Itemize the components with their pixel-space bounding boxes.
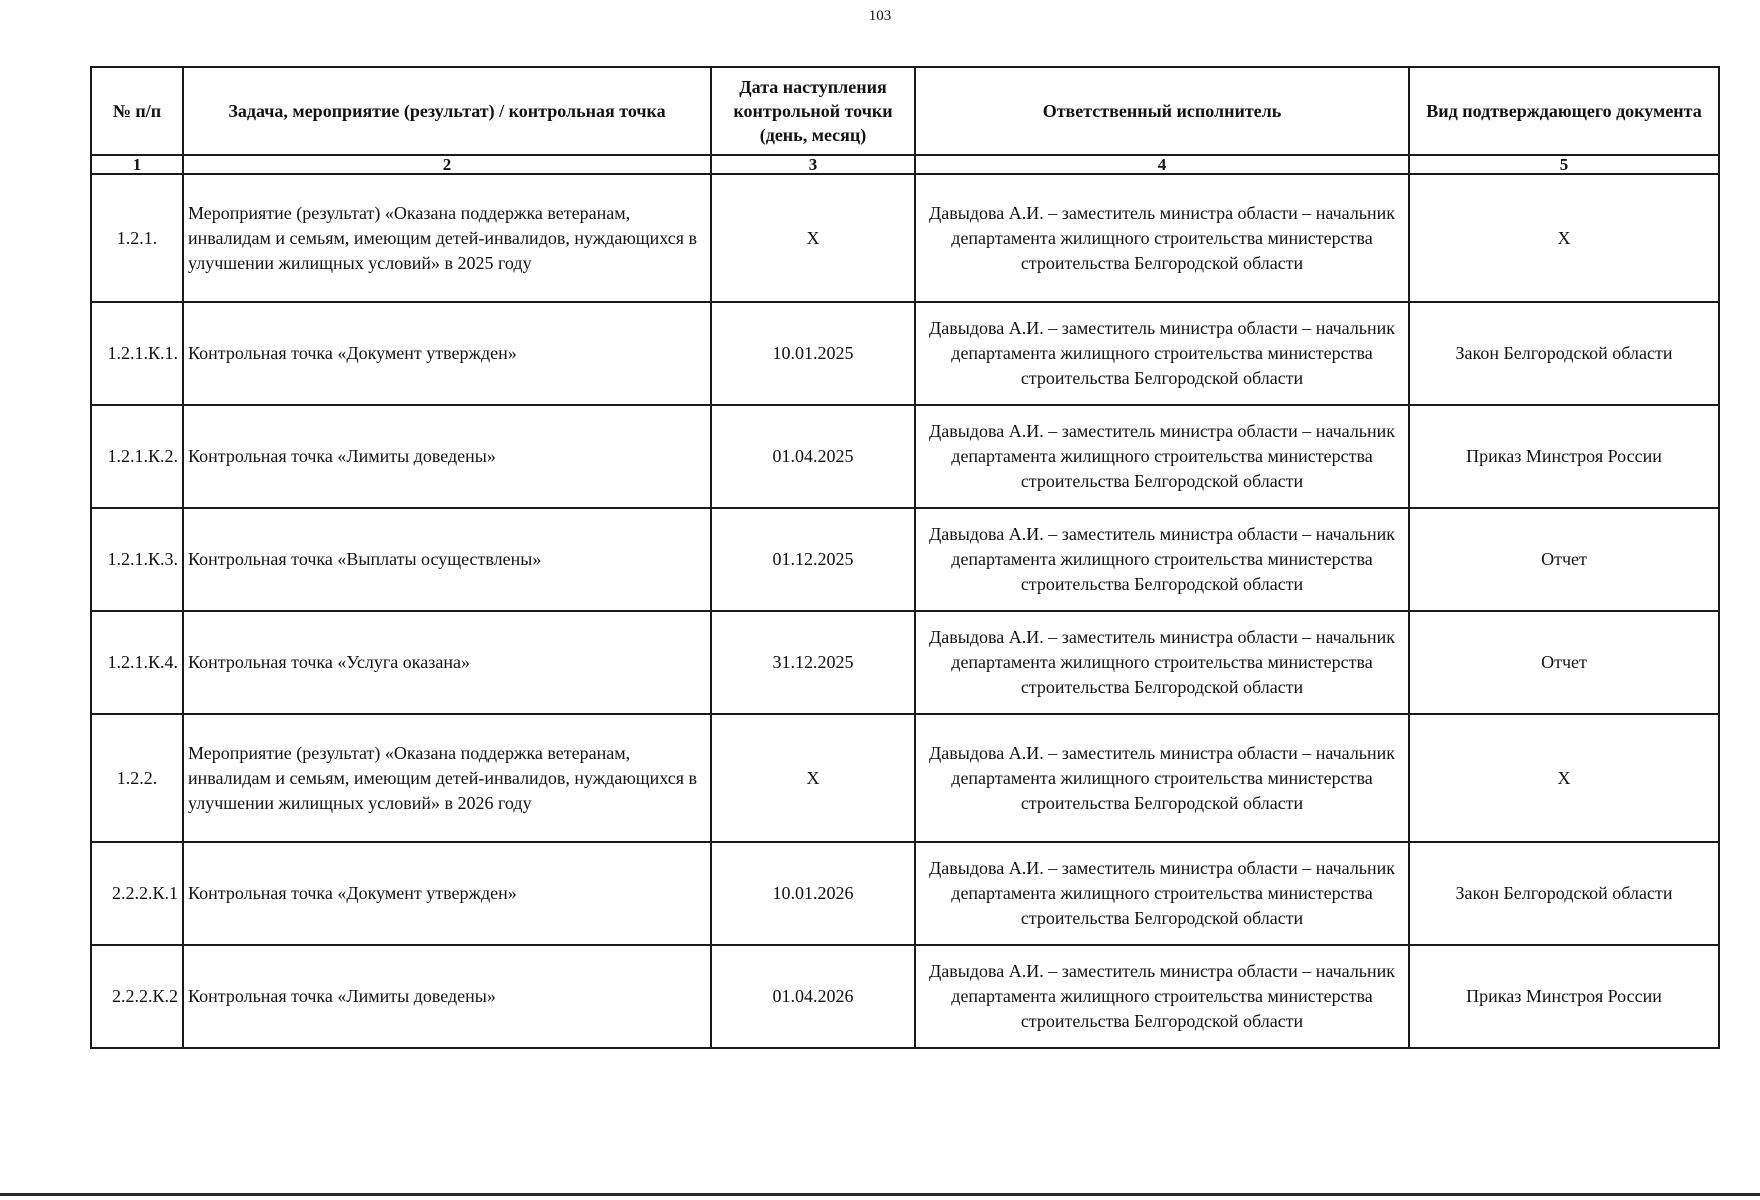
row-executor: Давыдова А.И. – заместитель министра области – начальник департамента жилищного строительства министерства строительства Белгородской области bbox=[915, 508, 1409, 611]
row-number: 1.2.1.К.1. bbox=[91, 302, 183, 405]
column-number-row bbox=[91, 155, 1719, 174]
header-date: Дата наступления контрольной точки (день, месяц) bbox=[711, 67, 915, 155]
row-document: Закон Белгородской области bbox=[1409, 842, 1719, 945]
row-document: X bbox=[1409, 714, 1719, 842]
row-document: Закон Белгородской области bbox=[1409, 302, 1719, 405]
row-executor: Давыдова А.И. – заместитель министра области – начальник департамента жилищного строительства министерства строительства Белгородской области bbox=[915, 842, 1409, 945]
table-row bbox=[91, 302, 1719, 405]
row-task: Мероприятие (результат) «Оказана поддержка ветеранам, инвалидам и семьям, имеющим детей-инвалидов, нуждающихся в улучшении жилищных условий» в 2025 году bbox=[183, 174, 711, 302]
row-date: X bbox=[711, 714, 915, 842]
row-date: 10.01.2025 bbox=[711, 302, 915, 405]
row-executor: Давыдова А.И. – заместитель министра области – начальник департамента жилищного строительства министерства строительства Белгородской области bbox=[915, 405, 1409, 508]
table-row bbox=[91, 611, 1719, 714]
table-header-row bbox=[91, 67, 1719, 155]
table-row bbox=[91, 174, 1719, 302]
row-number: 2.2.2.К.2 bbox=[91, 945, 183, 1048]
row-number: 1.2.1.К.3. bbox=[91, 508, 183, 611]
row-date: 10.01.2026 bbox=[711, 842, 915, 945]
row-number: 1.2.1.К.4. bbox=[91, 611, 183, 714]
row-number: 2.2.2.К.1 bbox=[91, 842, 183, 945]
row-document: Приказ Минстроя России bbox=[1409, 405, 1719, 508]
column-number: 2 bbox=[183, 155, 711, 174]
row-date: 01.04.2025 bbox=[711, 405, 915, 508]
header-document: Вид подтверждающего документа bbox=[1409, 67, 1719, 155]
column-number: 3 bbox=[711, 155, 915, 174]
row-date: X bbox=[711, 174, 915, 302]
column-number: 1 bbox=[91, 155, 183, 174]
row-executor: Давыдова А.И. – заместитель министра области – начальник департамента жилищного строительства министерства строительства Белгородской области bbox=[915, 302, 1409, 405]
row-task: Мероприятие (результат) «Оказана поддержка ветеранам, инвалидам и семьям, имеющим детей-инвалидов, нуждающихся в улучшении жилищных условий» в 2026 году bbox=[183, 714, 711, 842]
row-document: Отчет bbox=[1409, 611, 1719, 714]
row-number: 1.2.2. bbox=[91, 714, 183, 842]
row-document: Приказ Минстроя России bbox=[1409, 945, 1719, 1048]
control-points-table bbox=[90, 66, 1720, 1049]
row-executor: Давыдова А.И. – заместитель министра области – начальник департамента жилищного строительства министерства строительства Белгородской области bbox=[915, 714, 1409, 842]
column-number: 5 bbox=[1409, 155, 1719, 174]
row-number: 1.2.1. bbox=[91, 174, 183, 302]
row-date: 31.12.2025 bbox=[711, 611, 915, 714]
page-edge-divider bbox=[0, 1193, 1760, 1196]
table-row bbox=[91, 945, 1719, 1048]
table-row bbox=[91, 508, 1719, 611]
header-task: Задача, мероприятие (результат) / контрольная точка bbox=[183, 67, 711, 155]
row-task: Контрольная точка «Документ утвержден» bbox=[183, 302, 711, 405]
row-task: Контрольная точка «Лимиты доведены» bbox=[183, 405, 711, 508]
row-executor: Давыдова А.И. – заместитель министра области – начальник департамента жилищного строительства министерства строительства Белгородской области bbox=[915, 174, 1409, 302]
row-task: Контрольная точка «Выплаты осуществлены» bbox=[183, 508, 711, 611]
row-document: Отчет bbox=[1409, 508, 1719, 611]
header-num: № п/п bbox=[91, 67, 183, 155]
row-document: X bbox=[1409, 174, 1719, 302]
row-date: 01.12.2025 bbox=[711, 508, 915, 611]
table-row bbox=[91, 405, 1719, 508]
row-number: 1.2.1.К.2. bbox=[91, 405, 183, 508]
header-executor: Ответственный исполнитель bbox=[915, 67, 1409, 155]
column-number: 4 bbox=[915, 155, 1409, 174]
row-task: Контрольная точка «Документ утвержден» bbox=[183, 842, 711, 945]
table-row bbox=[91, 714, 1719, 842]
row-executor: Давыдова А.И. – заместитель министра области – начальник департамента жилищного строительства министерства строительства Белгородской области bbox=[915, 611, 1409, 714]
row-task: Контрольная точка «Лимиты доведены» bbox=[183, 945, 711, 1048]
table-row bbox=[91, 842, 1719, 945]
row-task: Контрольная точка «Услуга оказана» bbox=[183, 611, 711, 714]
page-number: 103 bbox=[868, 8, 892, 24]
row-date: 01.04.2026 bbox=[711, 945, 915, 1048]
row-executor: Давыдова А.И. – заместитель министра области – начальник департамента жилищного строительства министерства строительства Белгородской области bbox=[915, 945, 1409, 1048]
